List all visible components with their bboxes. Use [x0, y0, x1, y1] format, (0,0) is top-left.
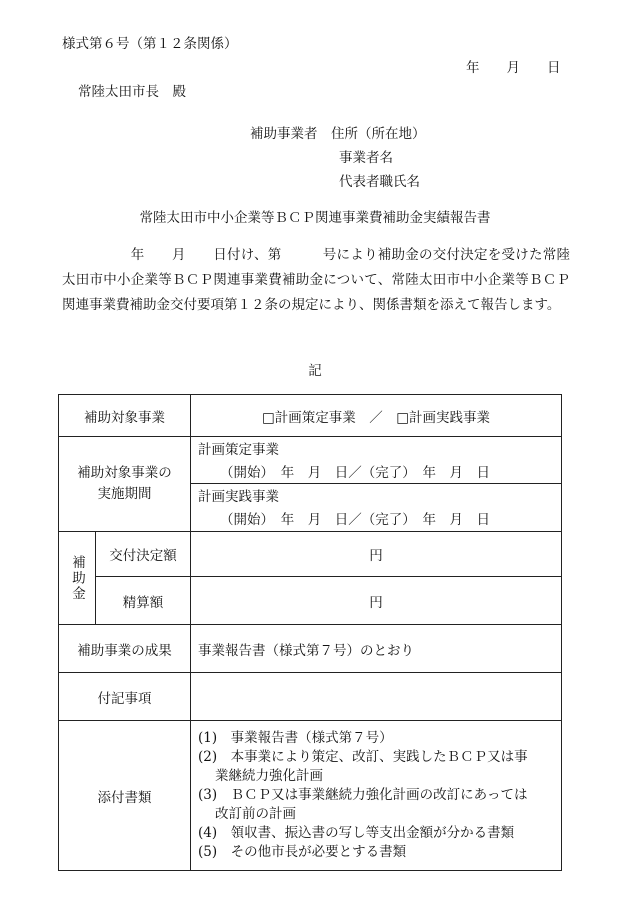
- row-target: [59, 395, 562, 437]
- row-note: [59, 673, 562, 721]
- date-line: 年 月 日: [466, 60, 561, 76]
- target-value[interactable]: □計画策定事業 ／ □計画実践事業: [191, 395, 562, 437]
- row-attachments: [59, 721, 562, 871]
- ki-heading: 記: [308, 363, 322, 379]
- row-result: [59, 625, 562, 673]
- row-settlement: [59, 577, 562, 625]
- period-label: [59, 437, 191, 532]
- plan-period: [191, 437, 561, 483]
- practice-label: 計画実践事業: [198, 489, 279, 505]
- attachment-item: (4) 領収書、振込書の写し等支出金額が分かる書類: [198, 825, 515, 841]
- row-decision: [59, 532, 562, 577]
- target-label: 補助対象事業: [59, 395, 191, 437]
- practice-period: [191, 483, 561, 531]
- applicant-representative-label: 代表者職氏名: [339, 174, 420, 190]
- applicant-label: 補助事業者: [250, 126, 318, 142]
- applicant-address-label: 住所（所在地）: [331, 126, 426, 142]
- row-period: [59, 437, 562, 532]
- note-label: 付記事項: [59, 673, 191, 721]
- attachment-item-continued: 改訂前の計画: [215, 806, 296, 822]
- period-label-line-1: 補助対象事業の: [77, 465, 172, 481]
- applicant-address-line: [250, 122, 426, 146]
- document-title: 常陸太田市中小企業等ＢＣＰ関連事業費補助金実績報告書: [139, 210, 491, 226]
- attachments-list: [191, 721, 562, 871]
- result-label: 補助事業の成果: [59, 625, 191, 673]
- note-value[interactable]: [191, 673, 562, 721]
- attachment-item: (1) 事業報告書（様式第７号）: [198, 730, 393, 746]
- result-value[interactable]: 事業報告書（様式第７号）のとおり: [191, 625, 562, 673]
- report-body: 年 月 日付け、第 号により補助金の交付決定を受けた常陸太田市中小企業等ＢＣＰ関連事業費補助金について、常陸太田市中小企業等ＢＣＰ関連事業費補助金交付要項第１２条の規定により、関係書類を添えて報告します。: [62, 247, 570, 313]
- attachment-item: (5) その他市長が必要とする書類: [198, 844, 407, 860]
- attachment-item: (3) ＢＣＰ又は事業継続力強化計画の改訂にあっては: [198, 787, 528, 803]
- subsidy-label: 補助金: [69, 554, 85, 602]
- decision-value[interactable]: 円: [191, 532, 562, 577]
- decision-label: 交付決定額: [96, 532, 191, 577]
- addressee: 常陸太田市長 殿: [78, 84, 186, 100]
- settlement-label: 精算額: [96, 577, 191, 625]
- settlement-value[interactable]: 円: [191, 577, 562, 625]
- attachment-item: (2) 本事業により策定、改訂、実践したＢＣＰ又は事: [198, 749, 528, 765]
- period-value: [191, 437, 562, 532]
- form-number: 様式第６号（第１２条関係）: [62, 36, 238, 52]
- plan-label: 計画策定事業: [198, 442, 279, 458]
- period-label-line-2: 実施期間: [97, 486, 152, 502]
- plan-dates[interactable]: （開始） 年 月 日／（完了） 年 月 日: [220, 465, 490, 481]
- attachment-item-continued: 業継続力強化計画: [215, 768, 323, 784]
- applicant-block: [250, 122, 426, 194]
- subsidy-label-cell: [59, 532, 96, 625]
- applicant-name-label: 事業者名: [339, 150, 393, 166]
- practice-dates[interactable]: （開始） 年 月 日／（完了） 年 月 日: [220, 512, 490, 528]
- attach-label: 添付書類: [59, 721, 191, 871]
- report-table: [58, 394, 562, 871]
